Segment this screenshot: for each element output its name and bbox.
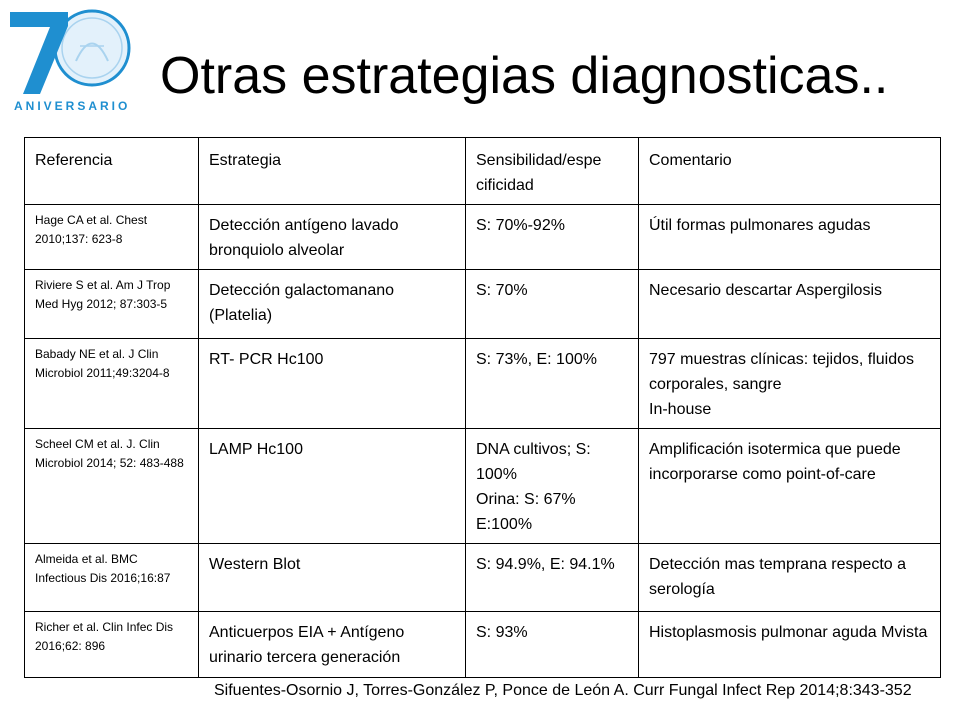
cell-sensitivity: S: 73%, E: 100% (466, 339, 639, 429)
cell-strategy: RT- PCR Hc100 (199, 339, 466, 429)
cell-strategy: Detección antígeno lavado bronquiolo alveolar (199, 205, 466, 270)
cell-comment: Útil formas pulmonares agudas (639, 205, 941, 270)
header-referencia: Referencia (25, 138, 199, 205)
table-row (25, 429, 941, 544)
cell-reference: Scheel CM et al. J. Clin Microbiol 2014; 52: 483-488 (25, 429, 199, 544)
cell-reference: Almeida et al. BMC Infectious Dis 2016;16:87 (25, 544, 199, 612)
header-estrategia: Estrategia (199, 138, 466, 205)
cell-comment: Necesario descartar Aspergilosis (639, 270, 941, 339)
table-row (25, 339, 941, 429)
cell-comment: Histoplasmosis pulmonar aguda Mvista (639, 612, 941, 678)
cell-comment: Detección mas temprana respecto a serología (639, 544, 941, 612)
cell-reference: Hage CA et al. Chest 2010;137: 623-8 (25, 205, 199, 270)
cell-reference: Richer et al. Clin Infec Dis 2016;62: 896 (25, 612, 199, 678)
cell-strategy: Detección galactomanano (Platelia) (199, 270, 466, 339)
table-row (25, 612, 941, 678)
anniversary-logo-graphic (6, 6, 138, 124)
table-row (25, 205, 941, 270)
slide-title: Otras estrategias diagnosticas.. (160, 47, 889, 105)
anniversary-logo (6, 6, 138, 124)
cell-sensitivity: DNA cultivos; S: 100% Orina: S: 67% E:100% (466, 429, 639, 544)
strategies-table (24, 137, 941, 678)
source-citation: Sifuentes-Osornio J, Torres-González P, Ponce de León A. Curr Fungal Infect Rep 2014;8:343-352 (214, 682, 912, 699)
header-sensibilidad: Sensibilidad/espe cificidad (466, 138, 639, 205)
table-header-row (25, 138, 941, 205)
header-comentario: Comentario (639, 138, 941, 205)
logo-caption: ANIVERSARIO (14, 99, 131, 113)
cell-comment: 797 muestras clínicas: tejidos, fluidos corporales, sangre In-house (639, 339, 941, 429)
cell-reference: Riviere S et al. Am J Trop Med Hyg 2012; 87:303-5 (25, 270, 199, 339)
cell-strategy: Western Blot (199, 544, 466, 612)
cell-reference: Babady NE et al. J Clin Microbiol 2011;49:3204-8 (25, 339, 199, 429)
cell-sensitivity: S: 94.9%, E: 94.1% (466, 544, 639, 612)
table-row (25, 544, 941, 612)
cell-strategy: Anticuerpos EIA + Antígeno urinario tercera generación (199, 612, 466, 678)
cell-strategy: LAMP Hc100 (199, 429, 466, 544)
cell-comment: Amplificación isotermica que puede incorporarse como point-of-care (639, 429, 941, 544)
cell-sensitivity: S: 70%-92% (466, 205, 639, 270)
table-row (25, 270, 941, 339)
cell-sensitivity: S: 70% (466, 270, 639, 339)
cell-sensitivity: S: 93% (466, 612, 639, 678)
